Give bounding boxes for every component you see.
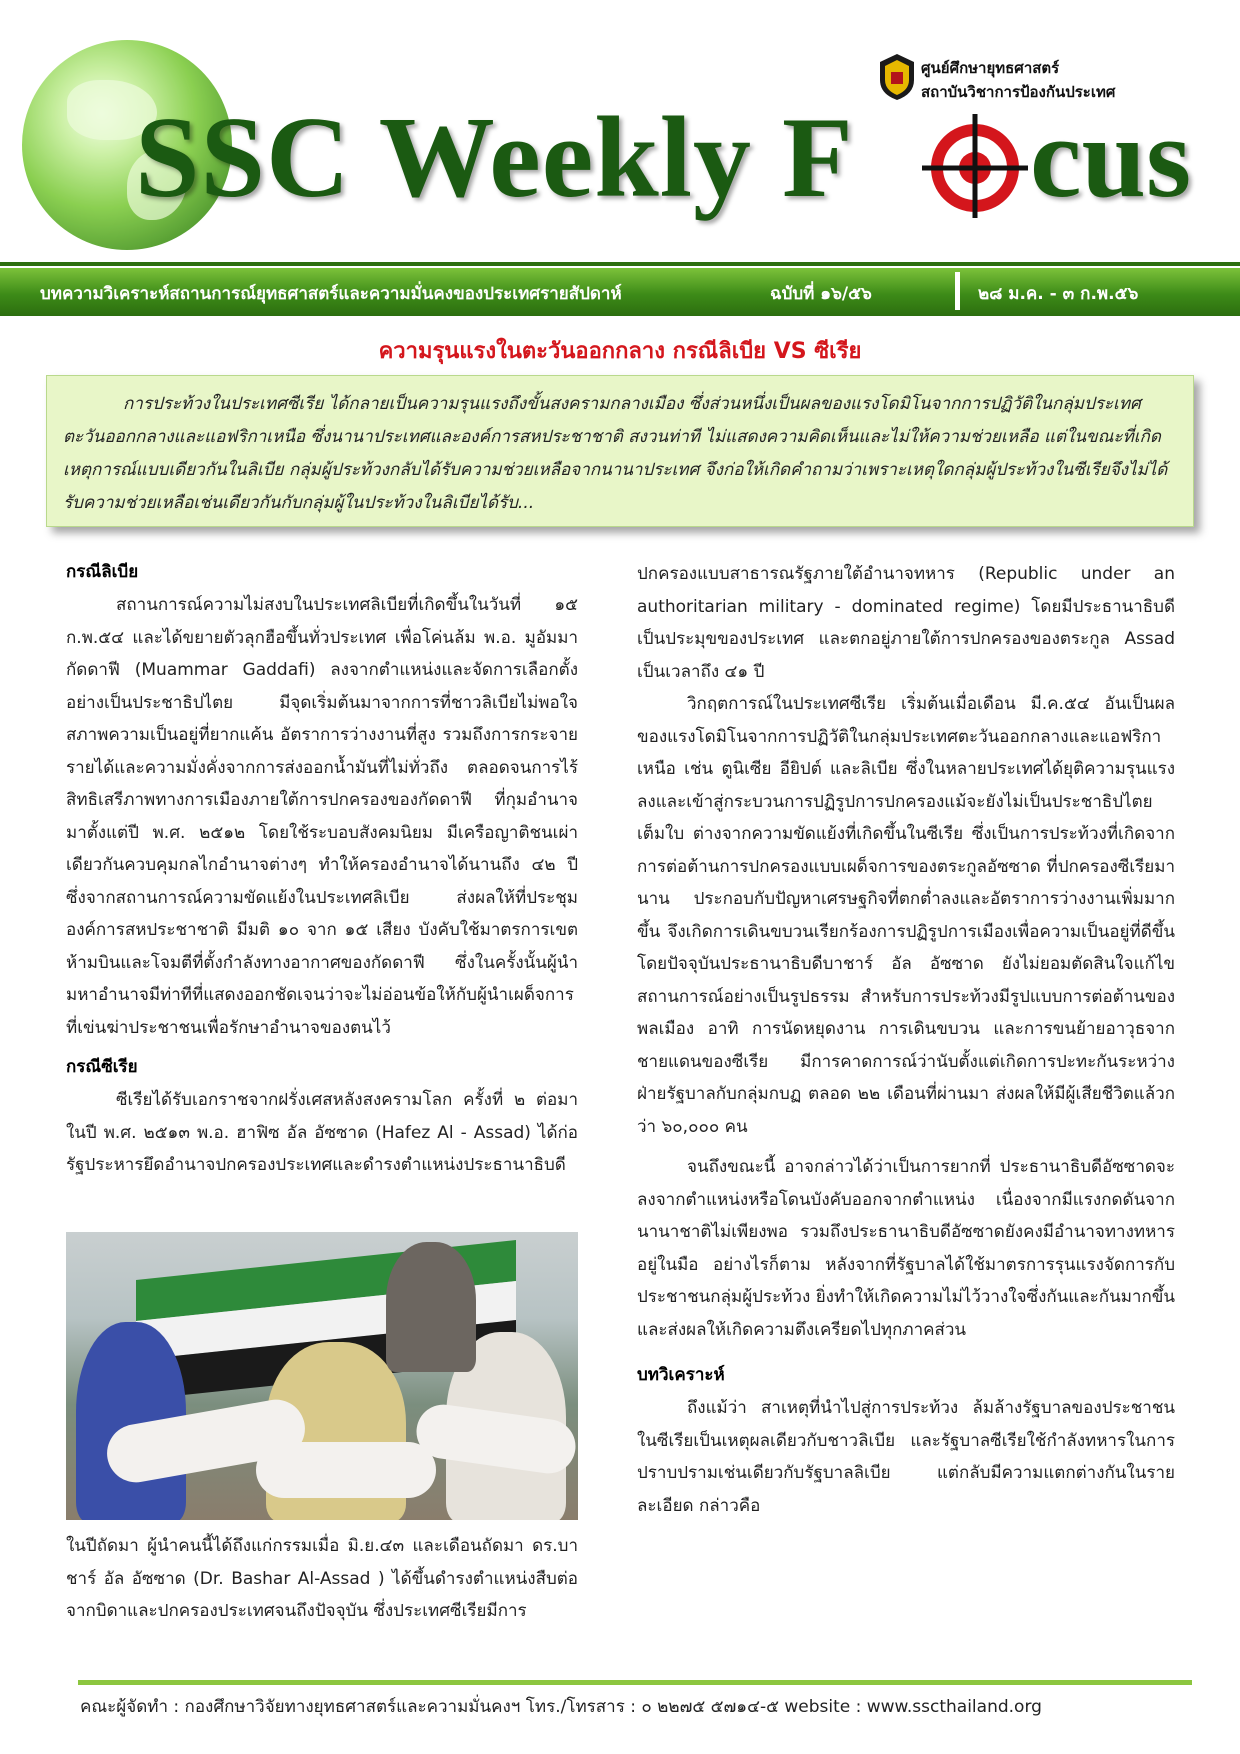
left-column — [66, 555, 578, 1182]
after-photo-paragraph: ในปีถัดมา ผู้นำคนนี้ได้ถึงแก่กรรมเมื่อ มิ.ย.๔๓ และเดือนถัดมา ดร.บาชาร์ อัล อัซซาด (Dr. Bashar Al-Assad ) ได้ขึ้นดำรงตำแหน่งสืบต่อจากบิดาและปกครองประเทศจนถึงปัจจุบัน ซึ่งประเทศซีเรียมีการ — [66, 1536, 578, 1621]
abstract-box — [46, 375, 1194, 527]
band-top-rule — [0, 262, 1240, 266]
right-column — [637, 558, 1175, 1522]
masthead-title: SSC Weekly F — [135, 94, 854, 222]
protest-photo — [66, 1232, 578, 1520]
org-name — [921, 56, 1115, 104]
org-name-line1: ศูนย์ศึกษายุทธศาสตร์ — [921, 59, 1060, 77]
libya-paragraph: สถานการณ์ความไม่สงบในประเทศลิเบียที่เกิดขึ้นในวันที่ ๑๕ ก.พ.๕๔ และได้ขยายตัวลุกฮือขึ้นทั่วประเทศ เพื่อโค่นล้ม พ.อ. มูอัมมา กัดดาฟี (Muammar Gaddafi) ลงจากตำแหน่งและจัดการเลือกตั้งอย่างเป็นประชาธิปไตย มีจุดเริ่มต้นมาจากการที่ชาวลิเบียไม่พอใจสภาพความเป็นอยู่ที่ยากแค้น อัตราการว่างงานที่สูง รวมถึงการกระจายรายได้และความมั่งคั่งจากการส่งออกน้ำมันที่ไม่ทั่วถึง ตลอดจนการไร้สิทธิเสรีภาพทางการเมืองภายใต้การปกครองของกัดดาฟี ที่กุมอำนาจมาตั้งแต่ปี พ.ศ. ๒๕๑๒ โดยใช้ระบอบสังคมนิยม มีเครือญาติชนเผ่าเดียวกันควบคุมกลไกอำนาจต่างๆ ทำให้ครองอำนาจได้นานถึง ๔๒ ปี ซึ่งจากสถานการณ์ความขัดแย้งในประเทศลิเบีย ส่งผลให้ที่ประชุมองค์การสหประชาชาติ มีมติ ๑๐ จาก ๑๕ เสียง บังคับใช้มาตรการเขตห้ามบินและโจมตีที่ตั้งกำลังทางอากาศของกัดดาฟี ซึ่งในครั้งนั้นผู้นำมหาอำนาจมีท่าทีที่แสดงออกชัดเจนว่าจะไม่อ่อนข้อให้กับผู้นำเผด็จการที่เข่นฆ่าประชาชนเพื่อรักษาอำนาจของตนไว้ — [66, 595, 578, 1038]
article-headline: ความรุนแรงในตะวันออกกลาง กรณีลิเบีย VS ซีเรีย — [378, 339, 862, 364]
left-column-continued — [66, 1530, 578, 1628]
analysis-heading: บทวิเคราะห์ — [637, 1365, 725, 1385]
org-name-line2: สถาบันวิชาการป้องกันประเทศ — [921, 83, 1116, 101]
syria-paragraph: ซีเรียได้รับเอกราชจากฝรั่งเศสหลังสงครามโลก ครั้งที่ ๒ ต่อมาในปี พ.ศ. ๒๕๑๓ พ.อ. ฮาฟิซ อัล อัซซาด (Hafez Al - Assad) ได้ก่อรัฐประหารยึดอำนาจปกครองประเทศและดำรงตำแหน่งประธานาธิบดี — [66, 1090, 578, 1175]
band-subtitle: บทความวิเคราะห์สถานการณ์ยุทธศาสตร์และความมั่นคงของประเทศรายสัปดาห์ — [40, 284, 622, 304]
issue-band — [0, 268, 1240, 316]
right-paragraph-4: ถึงแม้ว่า สาเหตุที่นำไปสู่การประท้วง ล้มล้างรัฐบาลของประชาชนในซีเรียเป็นเหตุผลเดียวกับชาวลิเบีย และรัฐบาลซีเรียใช้กำลังทหารในการปราบปรามเช่นเดียวกับรัฐบาลลิเบีย แต่กลับมีความแตกต่างกันในรายละเอียด กล่าวคือ — [637, 1398, 1175, 1516]
syria-heading: กรณีซีเรีย — [66, 1057, 138, 1077]
right-paragraph-2: วิกฤตการณ์ในประเทศซีเรีย เริ่มต้นเมื่อเดือน มี.ค.๕๔ อันเป็นผลของแรงโดมิโนจากการปฏิวัติในกลุ่มประเทศตะวันออกกลางและแอฟริกาเหนือ เช่น ตูนิเซีย อียิปต์ และลิเบีย ซึ่งในหลายประเทศได้ยุติความรุนแรงลงและเข้าสู่กระบวนการปฏิรูปการปกครองแม้จะยังไม่เป็นประชาธิปไตยเต็มใบ ต่างจากความขัดแย้งที่เกิดขึ้นในซีเรีย ซึ่งเป็นการประท้วงที่เกิดจากการต่อต้านการปกครองแบบเผด็จการของตระกูลอัซซาด ที่ปกครองซีเรียมานาน ประกอบกับปัญหาเศรษฐกิจที่ตกต่ำลงและอัตราการว่างงานเพิ่มมากขึ้น จึงเกิดการเดินขบวนเรียกร้องการปฏิรูปการเมืองเพื่อความเป็นอยู่ที่ดีขึ้น โดยปัจจุบันประธานาธิบดีบาชาร์ อัล อัซซาด ยังไม่ยอมตัดสินใจแก้ไขสถานการณ์อย่างเป็นรูปธรรม สำหรับการประท้วงมีรูปแบบการต่อต้านของพลเมือง อาทิ การนัดหยุดงาน การเดินขบวน และการขนย้ายอาวุธจากชายแดนของซีเรีย มีการคาดการณ์ว่านับตั้งแต่เกิดการปะทะกันระหว่างฝ่ายรัฐบาลกับกลุ่มกบฏ ตลอด ๒๒ เดือนที่ผ่านมา ส่งผลให้มีผู้เสียชีวิตแล้วกว่า ๖๐,๐๐๐ คน — [637, 694, 1175, 1137]
issue-date: ๒๘ ม.ค. - ๓ ก.พ.๕๖ — [978, 284, 1139, 304]
masthead-title-end: cus — [1030, 94, 1192, 222]
footer-credits: คณะผู้จัดทำ : กองศึกษาวิจัยทางยุทธศาสตร์และความมั่นคงฯ โทร./โทรสาร : ๐ ๒๒๗๕ ๕๗๑๔-๕ website : www.sscthailand.org — [80, 1697, 1042, 1717]
institute-emblem-icon — [876, 52, 918, 102]
issue-number: ฉบับที่ ๑๖/๕๖ — [770, 284, 872, 304]
libya-heading: กรณีลิเบีย — [66, 562, 139, 582]
band-separator — [955, 272, 960, 310]
abstract-text: การประท้วงในประเทศซีเรีย ได้กลายเป็นความรุนแรงถึงขั้นสงครามกลางเมือง ซึ่งส่วนหนึ่งเป็นผลของแรงโดมิโนจากการปฏิวัติในกลุ่มประเทศตะวันออกกลางและแอฟริกาเหนือ ซึ่งนานาประเทศและองค์การสหประชาชาติ สงวนท่าที ไม่แสดงความคิดเห็นและไม่ให้ความช่วยเหลือ แต่ในขณะที่เกิดเหตุการณ์แบบเดียวกันในลิเบีย กลุ่มผู้ประท้วงกลับได้รับความช่วยเหลือจากนานาประเทศ จึงก่อให้เกิดคำถามว่าเพราะเหตุใดกลุ่มผู้ประท้วงในซีเรียจึงไม่ได้รับความช่วยเหลือเช่นเดียวกันกับกลุ่มผู้ในประท้วงในลิเบียได้รับ... — [63, 394, 1168, 513]
right-paragraph-1: ปกครองแบบสาธารณรัฐภายใต้อำนาจทหาร (Republic under an authoritarian military - dominated regime) โดยมีประธานาธิบดีเป็นประมุขของประเทศ และตกอยู่ภายใต้การปกครองของตระกูล Assad เป็นเวลาถึง ๔๑ ปี — [637, 564, 1175, 682]
target-crosshair-icon — [920, 110, 1030, 220]
right-paragraph-3: จนถึงขณะนี้ อาจกล่าวได้ว่าเป็นการยากที่ ประธานาธิบดีอัซซาดจะลงจากตำแหน่งหรือโดนบังคับออกจากตำแหน่ง เนื่องจากมีแรงกดดันจากนานาชาติไม่เพียงพอ รวมถึงประธานาธิบดีอัซซาดยังคงมีอำนาจทางทหารอยู่ในมือ อย่างไรก็ตาม หลังจากที่รัฐบาลได้ใช้มาตรการรุนแรงจัดการกับประชาชนกลุ่มผู้ประท้วง ยิ่งทำให้เกิดความไม่ไว้วางใจซึ่งกันและกันมากขึ้น และส่งผลให้เกิดความตึงเครียดไปทุกภาคส่วน — [637, 1157, 1175, 1340]
footer-rule — [78, 1680, 1192, 1685]
